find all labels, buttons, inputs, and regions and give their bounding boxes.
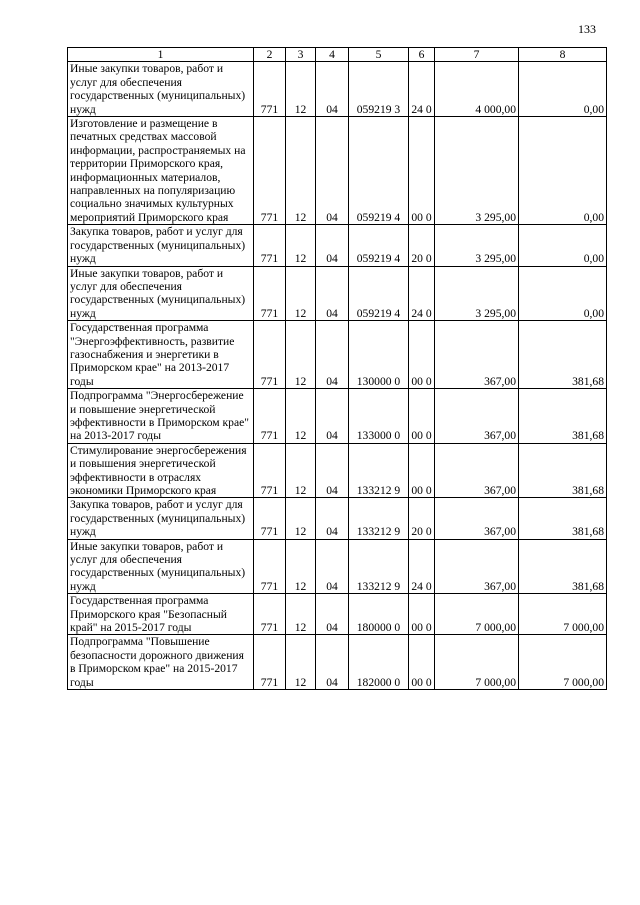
admin-code-cell: 771 <box>254 594 286 635</box>
budget-table <box>67 47 607 690</box>
header-row <box>68 48 607 62</box>
section-code-cell: 12 <box>286 225 316 266</box>
expense-type-code-cell: 20 0 <box>409 498 435 539</box>
amount-second-year-cell: 381,68 <box>519 443 607 498</box>
header-cell: 6 <box>409 48 435 62</box>
expense-type-code-cell: 00 0 <box>409 389 435 444</box>
header-cell: 7 <box>435 48 519 62</box>
section-code-cell: 12 <box>286 539 316 594</box>
admin-code-cell: 771 <box>254 62 286 117</box>
section-code-cell: 12 <box>286 266 316 321</box>
table-row <box>68 539 607 594</box>
row-name-cell: Подпрограмма "Повышение безопасности дорожного движения в Приморском крае" на 2015-2017 годы <box>68 635 254 690</box>
expense-type-code-cell: 00 0 <box>409 117 435 225</box>
expense-type-code-cell: 00 0 <box>409 321 435 389</box>
row-name-cell: Государственная программа Приморского края "Безопасный край" на 2015-2017 годы <box>68 594 254 635</box>
table-row <box>68 635 607 690</box>
row-name-cell: Подпрограмма "Энергосбережение и повышение энергетической эффективности в Приморском крае" на 2013-2017 годы <box>68 389 254 444</box>
expense-type-code-cell: 00 0 <box>409 594 435 635</box>
table-row <box>68 594 607 635</box>
target-article-code-cell: 133212 9 <box>349 443 409 498</box>
amount-second-year-cell: 0,00 <box>519 62 607 117</box>
admin-code-cell: 771 <box>254 539 286 594</box>
header-cell: 4 <box>316 48 349 62</box>
target-article-code-cell: 133212 9 <box>349 498 409 539</box>
target-article-code-cell: 133212 9 <box>349 539 409 594</box>
table-row <box>68 443 607 498</box>
subsection-code-cell: 04 <box>316 594 349 635</box>
header-cell: 1 <box>68 48 254 62</box>
amount-first-year-cell: 3 295,00 <box>435 117 519 225</box>
table-row <box>68 498 607 539</box>
section-code-cell: 12 <box>286 62 316 117</box>
amount-second-year-cell: 0,00 <box>519 266 607 321</box>
amount-second-year-cell: 381,68 <box>519 321 607 389</box>
row-name-cell: Закупка товаров, работ и услуг для государственных (муниципальных) нужд <box>68 498 254 539</box>
target-article-code-cell: 059219 4 <box>349 266 409 321</box>
row-name-cell: Иные закупки товаров, работ и услуг для обеспечения государственных (муниципальных) нужд <box>68 539 254 594</box>
expense-type-code-cell: 24 0 <box>409 539 435 594</box>
amount-first-year-cell: 7 000,00 <box>435 635 519 690</box>
amount-first-year-cell: 367,00 <box>435 389 519 444</box>
amount-first-year-cell: 367,00 <box>435 443 519 498</box>
amount-second-year-cell: 381,68 <box>519 539 607 594</box>
target-article-code-cell: 133000 0 <box>349 389 409 444</box>
expense-type-code-cell: 20 0 <box>409 225 435 266</box>
amount-first-year-cell: 367,00 <box>435 498 519 539</box>
amount-first-year-cell: 7 000,00 <box>435 594 519 635</box>
admin-code-cell: 771 <box>254 389 286 444</box>
admin-code-cell: 771 <box>254 443 286 498</box>
table-row <box>68 321 607 389</box>
section-code-cell: 12 <box>286 635 316 690</box>
subsection-code-cell: 04 <box>316 389 349 444</box>
row-name-cell: Государственная программа "Энергоэффективность, развитие газоснабжения и энергетики в Приморском крае" на 2013-2017 годы <box>68 321 254 389</box>
target-article-code-cell: 180000 0 <box>349 594 409 635</box>
admin-code-cell: 771 <box>254 635 286 690</box>
header-cell: 5 <box>349 48 409 62</box>
target-article-code-cell: 059219 4 <box>349 117 409 225</box>
subsection-code-cell: 04 <box>316 498 349 539</box>
row-name-cell: Иные закупки товаров, работ и услуг для обеспечения государственных (муниципальных) нужд <box>68 266 254 321</box>
admin-code-cell: 771 <box>254 266 286 321</box>
section-code-cell: 12 <box>286 321 316 389</box>
section-code-cell: 12 <box>286 443 316 498</box>
amount-second-year-cell: 381,68 <box>519 389 607 444</box>
subsection-code-cell: 04 <box>316 117 349 225</box>
amount-second-year-cell: 0,00 <box>519 225 607 266</box>
table-row <box>68 117 607 225</box>
row-name-cell: Иные закупки товаров, работ и услуг для обеспечения государственных (муниципальных) нужд <box>68 62 254 117</box>
table-row <box>68 62 607 117</box>
amount-first-year-cell: 367,00 <box>435 321 519 389</box>
section-code-cell: 12 <box>286 594 316 635</box>
header-cell: 2 <box>254 48 286 62</box>
amount-second-year-cell: 7 000,00 <box>519 594 607 635</box>
target-article-code-cell: 130000 0 <box>349 321 409 389</box>
row-name-cell: Стимулирование энергосбережения и повышения энергетической эффективности в отраслях экономики Приморского края <box>68 443 254 498</box>
admin-code-cell: 771 <box>254 225 286 266</box>
table-row <box>68 225 607 266</box>
amount-first-year-cell: 4 000,00 <box>435 62 519 117</box>
expense-type-code-cell: 00 0 <box>409 443 435 498</box>
row-name-cell: Закупка товаров, работ и услуг для государственных (муниципальных) нужд <box>68 225 254 266</box>
section-code-cell: 12 <box>286 117 316 225</box>
amount-second-year-cell: 0,00 <box>519 117 607 225</box>
amount-first-year-cell: 3 295,00 <box>435 225 519 266</box>
expense-type-code-cell: 00 0 <box>409 635 435 690</box>
header-cell: 8 <box>519 48 607 62</box>
admin-code-cell: 771 <box>254 117 286 225</box>
subsection-code-cell: 04 <box>316 443 349 498</box>
subsection-code-cell: 04 <box>316 225 349 266</box>
page-number: 133 <box>578 22 596 36</box>
subsection-code-cell: 04 <box>316 539 349 594</box>
amount-second-year-cell: 7 000,00 <box>519 635 607 690</box>
amount-second-year-cell: 381,68 <box>519 498 607 539</box>
expense-type-code-cell: 24 0 <box>409 266 435 321</box>
target-article-code-cell: 059219 3 <box>349 62 409 117</box>
subsection-code-cell: 04 <box>316 321 349 389</box>
admin-code-cell: 771 <box>254 321 286 389</box>
row-name-cell: Изготовление и размещение в печатных средствах массовой информации, распространяемых на территории Приморского края, информационных материалов, направленных на популяризацию социально значимых культурных мероприятий Приморского края <box>68 117 254 225</box>
section-code-cell: 12 <box>286 389 316 444</box>
header-cell: 3 <box>286 48 316 62</box>
subsection-code-cell: 04 <box>316 266 349 321</box>
target-article-code-cell: 182000 0 <box>349 635 409 690</box>
amount-first-year-cell: 3 295,00 <box>435 266 519 321</box>
admin-code-cell: 771 <box>254 498 286 539</box>
amount-first-year-cell: 367,00 <box>435 539 519 594</box>
expense-type-code-cell: 24 0 <box>409 62 435 117</box>
table-row <box>68 389 607 444</box>
subsection-code-cell: 04 <box>316 635 349 690</box>
subsection-code-cell: 04 <box>316 62 349 117</box>
target-article-code-cell: 059219 4 <box>349 225 409 266</box>
table-row <box>68 266 607 321</box>
section-code-cell: 12 <box>286 498 316 539</box>
